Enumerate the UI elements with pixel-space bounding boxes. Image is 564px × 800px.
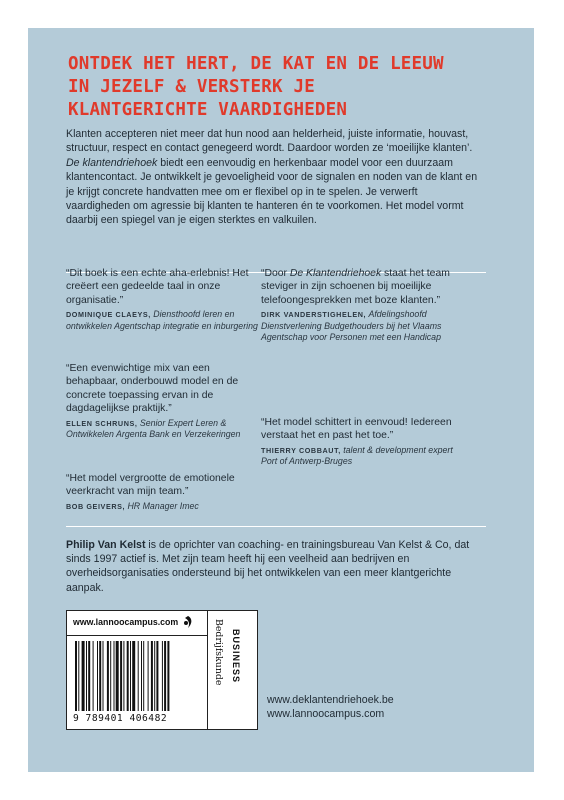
barcode-divider [67,635,207,636]
series-label: BUSINESS [231,629,241,684]
testimonial [66,267,258,332]
barcode-bar [97,641,98,711]
testimonial-attribution [66,418,258,441]
testimonial-attribution [66,309,258,332]
barcode-bar [88,641,90,711]
testimonial-quote: “Een evenwichtige mix van een behapbaar, onderbouwd model en de concrete toepassing ervan in de dagdagelijkse praktijk.” [66,363,239,415]
barcode [75,641,201,711]
quote-text: “Door [261,268,290,279]
website-link[interactable]: www.deklantendriehoek.be [267,694,394,706]
divider-bottom [66,526,486,527]
headline-line: KLANTGERICHTE VAARDIGHEDEN [68,100,348,120]
isbn-number: 9 789401 406482 [73,713,168,724]
website-link[interactable]: www.lannoocampus.com [267,708,385,721]
barcode-bar [99,641,101,711]
testimonial [66,472,258,512]
barcode-bar [141,641,142,711]
barcode-bar [123,641,124,711]
testimonial [66,362,258,440]
barcode-bar [130,641,131,711]
testimonial-name: DIRK VANDERSTIGHELEN, [261,310,367,320]
barcode-bar [120,641,122,711]
author-bio [66,538,484,595]
barcode-bar [156,641,158,711]
barcode-bar [148,641,149,711]
barcode-bar [143,641,144,711]
testimonial [261,267,461,343]
quote-text: staat het team steviger in zijn schoenen bij moeilijke telefoongesprekken met boze klanten.” [261,268,450,306]
barcode-bar [110,641,111,711]
barcode-bar [116,641,119,711]
testimonial-quote: “Dit boek is een echte aha-erlebnis! Het creëert een gedeelde taal in onze organisatie.” [66,268,249,306]
barcode-bar [127,641,129,711]
testimonial-attribution [261,309,461,343]
barcode-bar [107,641,109,711]
book-title: De klantendriehoek [66,156,158,169]
headline-line: IN JEZELF & VERSTERK JE [68,77,315,97]
testimonial-name: ELLEN SCHRUNS, [66,418,138,428]
headline-line: ONTDEK HET HERT, DE KAT EN DE LEEUW [68,54,444,74]
barcode-bar [78,641,79,711]
barcode-divider [207,611,208,729]
testimonial-quote: “Het model vergrootte de emotionele veerkracht van mijn team.” [66,473,235,498]
author-name: Philip Van Kelst [66,539,146,551]
testimonial-role: Afdelingshoofd Dienstverlening Budgethouders bij het Vlaams Agentschap voor Personen met een Handicap [261,309,442,343]
testimonial-role: Diensthoofd leren en ontwikkelen Agentschap integratie en inburgering [66,309,258,331]
barcode-bar [151,641,153,711]
barcode-bar [103,641,104,711]
barcode-bar [114,641,115,711]
testimonial-attribution [66,501,258,512]
publisher-url: www.lannoocampus.com [73,617,179,627]
barcode-bar [167,641,169,711]
intro-text: Klanten accepteren niet meer dat hun nood aan helderheid, juiste informatie, houvast, structuur, respect en contact genegeerd wordt. Daardoor worden ze ‘moeilijke klanten’. [66,128,473,155]
testimonial-quote [261,267,461,307]
category-labels [211,619,253,723]
lannoo-campus-logo-icon [181,615,195,629]
barcode-bar [138,641,139,711]
barcode-bar [164,641,166,711]
testimonial-name: DOMINIQUE CLAEYS, [66,310,151,320]
testimonial-role: Senior Expert Leren & Ontwikkelen Argenta Bank en Verzekeringen [66,417,241,440]
barcode-panel [66,610,258,730]
barcode-bar [154,641,155,711]
testimonial-role: talent & development expert Port of Antwerp-Bruges [261,444,453,467]
testimonial [261,416,461,468]
barcode-bar [86,641,87,711]
category-label: Bedrijfskunde [213,619,224,686]
headline [68,53,488,122]
barcode-bar [75,641,77,711]
barcode-bar [132,641,135,711]
intro-paragraph [66,127,482,228]
website-links [267,693,394,721]
testimonial-role: HR Manager Imec [127,500,199,511]
testimonial-attribution [261,445,461,468]
barcode-bar [82,641,85,711]
testimonial-name: BOB GEIVERS, [66,501,126,511]
barcode-bar [93,641,94,711]
testimonial-quote: “Het model schittert in eenvoud! Iedereen verstaat het en past het toe.” [261,417,452,442]
intro-text: biedt een eenvoudig en herkenbaar model voor een duurzaam klantencontact. Je ontwikkelt je gevoeligheid voor de signalen en noden van de klant en je krijgt concrete handvatten mee om er flexibel op in te spelen. Je verwerft vaardigheden om agressie bij klanten te hanteren én te voorkomen. Het model vormt daarbij een spiegel van je eigen sterktes en valkuilen. [66,156,478,227]
book-title: De Klantendriehoek [289,268,382,279]
author-bio-text: is de oprichter van coaching- en trainingsbureau Van Kelst & Co, dat sinds 1997 actief is. Met zijn team heeft hij een veelheid aan bedrijven en overheidsorganisaties ondersteund bij het ontwikkelen van een meer klantgerichte aanpak. [66,539,470,594]
testimonial-name: THIERRY COBBAUT, [261,445,341,455]
barcode-bar [162,641,163,711]
